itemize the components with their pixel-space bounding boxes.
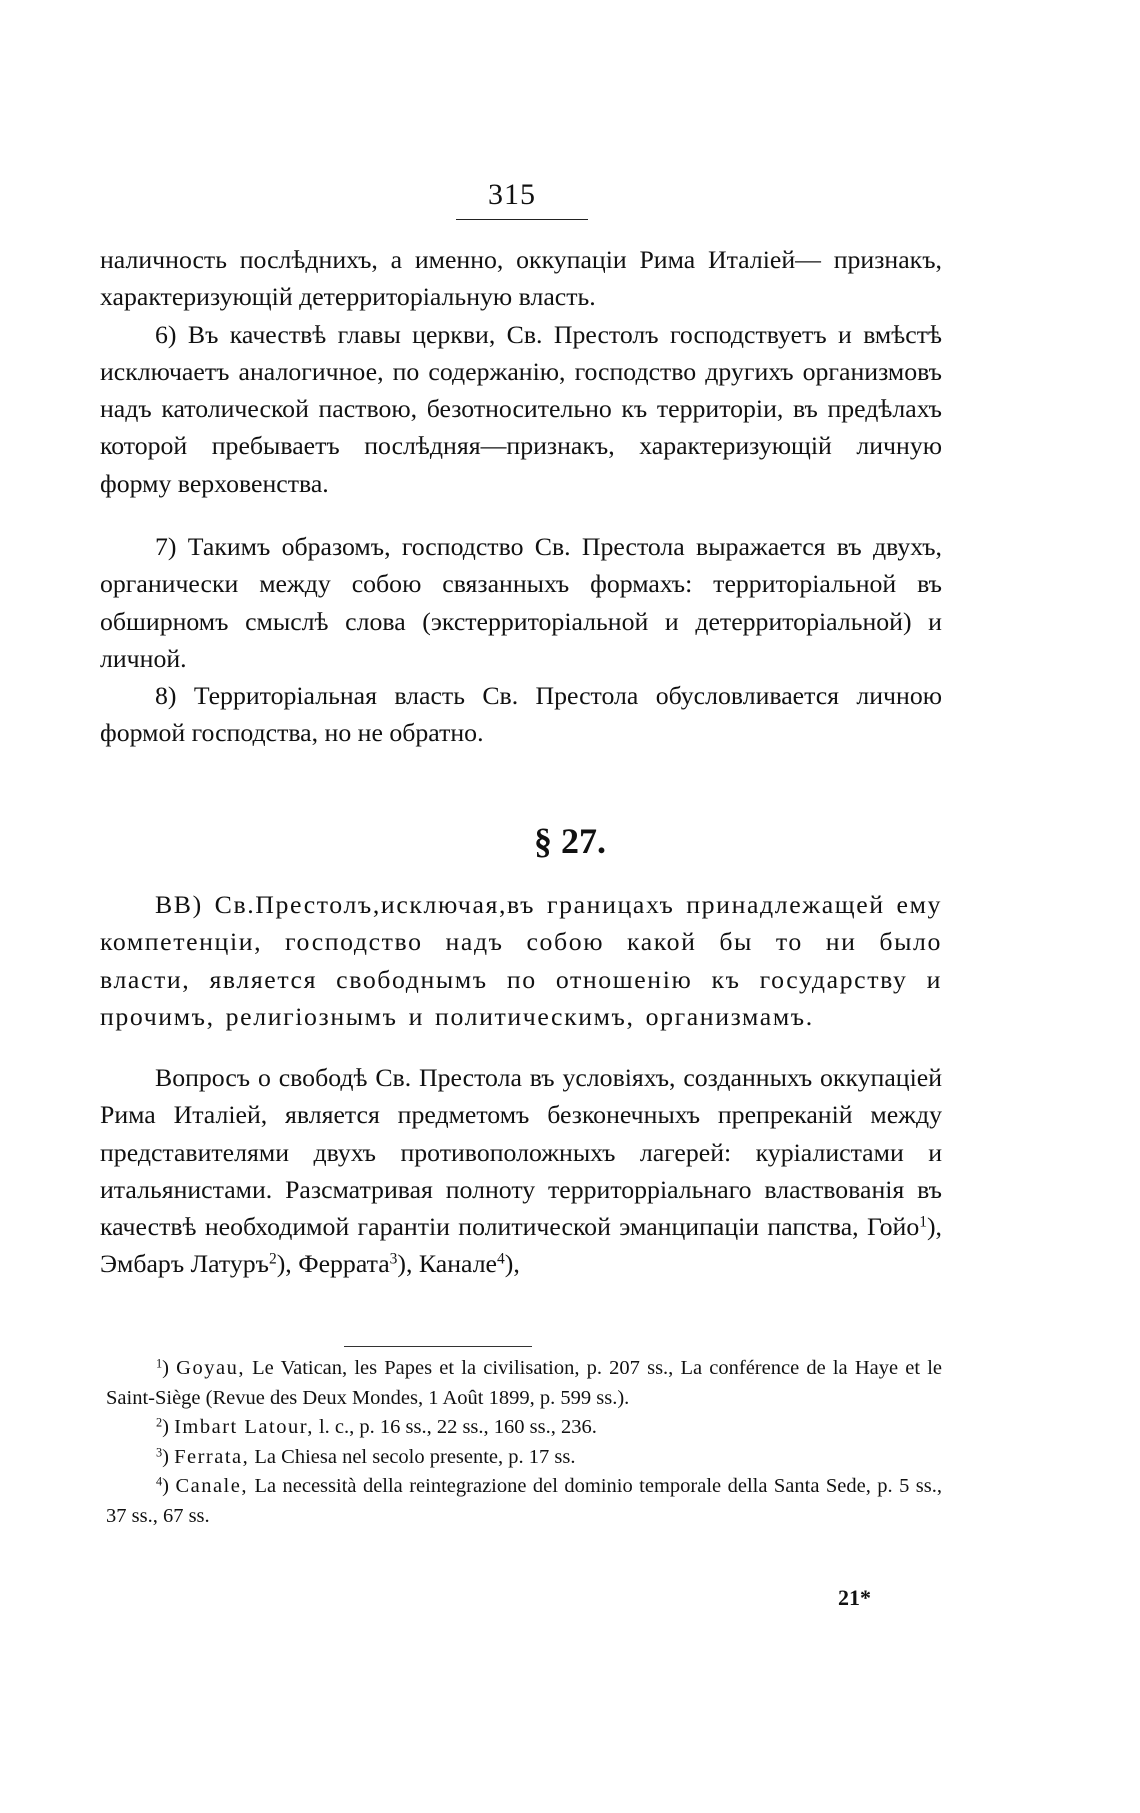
footnotes <box>106 1354 942 1531</box>
footnote-mark: 4 <box>156 1474 163 1489</box>
page-number: 315 <box>488 178 536 211</box>
footnote-2: $^2$) Imbart Latour, l. c., p. 16 ss., 22 ss., 160 ss., 236. <box>156 1415 597 1438</box>
paragraph-point-7: 7) Такимъ образомъ, господство Св. Престола выражается въ двухъ, органически между собою связанныхъ формахъ: территоріальной въ обширномъ смыслѣ слова (экстерриторіальной и детерриторіальной) и личной. <box>100 532 942 673</box>
footnote-text: l. c., p. 16 ss., 22 ss., 160 ss., 236. <box>318 1416 597 1438</box>
footnote-author: Goyau, <box>176 1357 245 1379</box>
footnote-text: La Chiesa nel secolo presente, p. 17 ss. <box>254 1445 576 1468</box>
paragraph-point-8: 8) Территоріальная власть Св. Престола обусловливается личною формой господства, но не обратно. <box>100 681 942 748</box>
paragraph-continuation: наличность послѣднихъ, а именно, оккупаціи Рима Италіей— признакъ, характеризующій детерриторіальную власть. <box>100 245 942 312</box>
footnote-mark: 3 <box>156 1444 163 1459</box>
paragraph-discussion: Вопросъ о свободѣ Св. Престола въ условіяхъ, созданныхъ оккупаціей Рима Италіей, является предметомъ безконечныхъ препреканій между представителями двухъ противоположныхъ лагерей: куріалистами и итальянистами. Разсматривая полноту территорріальнаго властвованія въ качествѣ необходимой гарантіи политической эманципаціи папства, Гойо$^1$), Эмбаръ Латуръ$^2$), Феррата$^3$), Канале$^4$), <box>100 1063 942 1279</box>
paragraph-thesis-bb: ВВ) Св.Престолъ,исключая,въ границахъ принадлежащей ему компетенціи, господство надъ собою какой бы то ни было власти, является свободнымъ по отношенію къ государству и прочимъ, религіознымъ и политическимъ, организмамъ. <box>100 890 942 1031</box>
footnote-mark: 1 <box>156 1356 163 1371</box>
footnote-text: Le Vatican, les Papes et la civilisation, p. 207 ss., La conférence de la Haye et le Saint-Siège (Revue des Deux Mondes, 1 Août 1899, p. 599 ss.). <box>106 1357 943 1409</box>
footnote-4: $^4$) Canale, La necessità della reintegrazione del dominio temporale della Santa Sede, p. 5 ss., 37 ss., 67 ss. <box>106 1474 943 1527</box>
footnote-mark: 2 <box>156 1415 163 1430</box>
body-text-thesis <box>100 886 942 1035</box>
footnote-1: $^1$) Goyau, Le Vatican, les Papes et la civilisation, p. 207 ss., La conférence de la Haye et le Saint-Siège (Revue des Deux Mondes, 1 Août 1899, p. 599 ss.). <box>106 1356 943 1409</box>
page-number-rule <box>456 219 588 220</box>
footnote-author: Canale, <box>175 1475 248 1497</box>
footnote-text: La necessità della reintegrazione del dominio temporale della Santa Sede, p. 5 ss., 37 ss., 67 ss. <box>106 1475 943 1527</box>
reference-name-latour: Эмбаръ Латуръ <box>100 1249 269 1279</box>
footnote-author: Ferrata, <box>174 1445 250 1468</box>
footnote-author: Imbart Latour, <box>174 1416 314 1438</box>
reference-name-canale: Канале <box>418 1249 498 1279</box>
section-heading: § 27. <box>534 821 606 861</box>
discussion-text: Вопросъ о свободѣ Св. Престола въ условіяхъ, созданныхъ оккупаціей Рима Италіей, является предметомъ безконечныхъ препреканій между представителями двухъ противоположныхъ лагерей: куріалистами и итальянистами. Разсматривая полноту территорріальнаго властвованія въ качествѣ необходимой гарантіи политической эманципаціи папства, <box>100 1063 942 1242</box>
reference-name-ferrata: Феррата <box>298 1249 390 1279</box>
footnote-3: $^3$) Ferrata, La Chiesa nel secolo presente, p. 17 ss. <box>156 1444 576 1468</box>
footnote-separator <box>344 1346 532 1347</box>
footnote-ref-4[interactable]: 4 <box>497 1250 505 1268</box>
body-text-discussion <box>100 1059 942 1283</box>
printer-signature: 21* <box>838 1585 871 1610</box>
body-text-points <box>100 528 942 752</box>
footnote-ref-3[interactable]: 3 <box>389 1250 398 1268</box>
paragraph-point-6: 6) Въ качествѣ главы церкви, Св. Престолъ господствуетъ и вмѣстѣ исключаетъ аналогичное, по содержанію, господство другихъ организмовъ надъ католической паствою, безотносительно къ территоріи, въ предѣлахъ которой пребываетъ послѣдняя—признакъ, характеризующій личную форму верховенства. <box>100 319 942 498</box>
body-text-upper <box>100 241 942 502</box>
reference-name-goyau: Гойо <box>866 1212 920 1242</box>
footnote-ref-1[interactable]: 1 <box>919 1213 927 1231</box>
footnote-ref-2[interactable]: 2 <box>268 1250 277 1268</box>
